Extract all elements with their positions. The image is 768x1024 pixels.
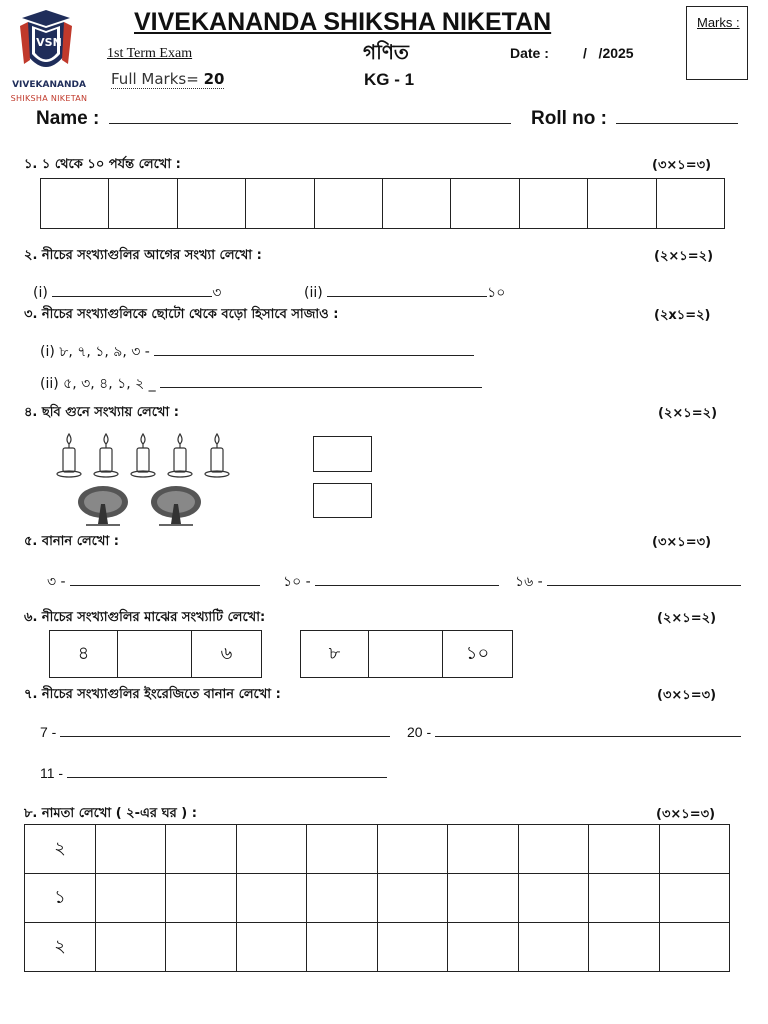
q8-cell[interactable] bbox=[377, 825, 447, 874]
q8-cell[interactable] bbox=[96, 825, 166, 874]
q8-cell[interactable] bbox=[518, 923, 588, 972]
q1-cell[interactable] bbox=[588, 179, 656, 229]
date-label: Date : bbox=[510, 45, 549, 61]
q8-text: ৮. নামতা লেখো ( ২-এর ঘর ) : bbox=[24, 806, 197, 821]
q5-marks: (৩×১=৩) bbox=[652, 535, 712, 550]
q6-number-cell: ৮ bbox=[301, 631, 369, 678]
q8-marks: (৩×১=৩) bbox=[656, 807, 716, 822]
answer-blank[interactable] bbox=[60, 735, 390, 737]
q4-answer-box-1[interactable] bbox=[313, 436, 372, 472]
class-title: KG - 1 bbox=[364, 70, 415, 89]
q5-item-2[interactable] bbox=[283, 570, 499, 594]
q6-group-1 bbox=[49, 630, 262, 678]
q8-cell[interactable] bbox=[166, 874, 236, 923]
q1-cell[interactable] bbox=[656, 179, 724, 229]
q8-cell[interactable] bbox=[448, 923, 518, 972]
roll-field[interactable] bbox=[531, 108, 738, 130]
q8-cell[interactable] bbox=[518, 825, 588, 874]
q2-item-1[interactable] bbox=[33, 281, 221, 305]
answer-blank[interactable] bbox=[70, 584, 260, 586]
q1-marks: (৩×১=৩) bbox=[652, 158, 712, 173]
q2-item-label: (ii) bbox=[304, 285, 323, 301]
q7-marks: (৩×১=৩) bbox=[657, 688, 717, 703]
q6-number-cell: ৬ bbox=[192, 631, 262, 678]
subject-title: গণিত bbox=[363, 40, 409, 64]
q2-item-value: ১০ bbox=[487, 285, 506, 301]
date-value: / /2025 bbox=[583, 45, 634, 61]
q1-cell[interactable] bbox=[382, 179, 450, 229]
q6-text: ৬. নীচের সংখ্যাগুলির মাঝের সংখ্যাটি লেখো: bbox=[24, 610, 266, 625]
q1-cell[interactable] bbox=[41, 179, 109, 229]
q5-item-label: ১০ - bbox=[283, 574, 311, 590]
q6-group-2 bbox=[300, 630, 513, 678]
answer-blank[interactable] bbox=[327, 295, 487, 297]
marks-label: Marks : bbox=[697, 15, 740, 30]
q8-cell[interactable] bbox=[236, 825, 306, 874]
q1-cell[interactable] bbox=[177, 179, 245, 229]
q1-text: ১. ১ থেকে ১০ পর্যন্ত লেখো : bbox=[24, 157, 181, 172]
q7-item-2[interactable] bbox=[407, 724, 741, 740]
q1-cell[interactable] bbox=[451, 179, 519, 229]
q8-row-label: ২ bbox=[25, 825, 96, 874]
school-title: VIVEKANANDA SHIKSHA NIKETAN bbox=[134, 8, 552, 36]
exam-term: 1st Term Exam bbox=[107, 46, 193, 61]
q6-answer-cell[interactable] bbox=[118, 631, 192, 678]
q8-cell[interactable] bbox=[96, 923, 166, 972]
q8-cell[interactable] bbox=[307, 874, 377, 923]
q7-item-label: 7 - bbox=[40, 724, 57, 740]
name-field[interactable] bbox=[36, 108, 511, 130]
q8-row-label: ২ bbox=[25, 923, 96, 972]
q3-item-label: (ii) bbox=[40, 376, 59, 392]
q5-item-3[interactable] bbox=[515, 570, 741, 594]
q7-item-1[interactable] bbox=[40, 724, 390, 740]
q1-answer-grid bbox=[40, 178, 725, 229]
q7-item-label: 11 - bbox=[40, 765, 64, 781]
q3-text: ৩. নীচের সংখ্যাগুলিকে ছোটো থেকে বড়ো হিসাবে সাজাও : bbox=[24, 307, 339, 322]
q6-number-cell: ১০ bbox=[443, 631, 513, 678]
q8-cell[interactable] bbox=[659, 923, 730, 972]
logo-name: VIVEKANANDA bbox=[12, 80, 86, 90]
q8-cell[interactable] bbox=[236, 874, 306, 923]
answer-blank[interactable] bbox=[160, 386, 482, 388]
q1-cell[interactable] bbox=[246, 179, 314, 229]
q8-cell[interactable] bbox=[659, 825, 730, 874]
q2-item-2[interactable] bbox=[304, 281, 505, 305]
answer-blank[interactable] bbox=[315, 584, 499, 586]
answer-blank[interactable] bbox=[67, 776, 387, 778]
q5-text: ৫. বানান লেখো : bbox=[24, 534, 119, 549]
q1-cell[interactable] bbox=[314, 179, 382, 229]
q2-item-label: (i) bbox=[33, 285, 48, 301]
name-label: Name : bbox=[36, 108, 100, 129]
q8-cell[interactable] bbox=[96, 874, 166, 923]
name-blank[interactable] bbox=[109, 122, 511, 124]
q7-item-3[interactable] bbox=[40, 765, 387, 781]
q8-cell[interactable] bbox=[166, 825, 236, 874]
answer-blank[interactable] bbox=[154, 354, 474, 356]
q6-answer-cell[interactable] bbox=[369, 631, 443, 678]
q8-cell[interactable] bbox=[448, 874, 518, 923]
q8-cell[interactable] bbox=[166, 923, 236, 972]
q5-item-label: ৩ - bbox=[47, 574, 66, 590]
q4-marks: (২×১=২) bbox=[658, 406, 718, 421]
q8-cell[interactable] bbox=[589, 825, 659, 874]
q2-text: ২. নীচের সংখ্যাগুলির আগের সংখ্যা লেখো : bbox=[24, 248, 262, 263]
logo-subname: SHIKSHA NIKETAN bbox=[10, 94, 88, 103]
answer-blank[interactable] bbox=[547, 584, 741, 586]
q6-number-cell: ৪ bbox=[50, 631, 118, 678]
full-marks bbox=[111, 70, 224, 89]
q3-item-value: ৮, ৭, ১, ৯, ৩ - bbox=[59, 344, 150, 360]
q1-cell[interactable] bbox=[109, 179, 177, 229]
q3-item-2[interactable] bbox=[40, 372, 482, 396]
trees-picture bbox=[76, 484, 206, 528]
roll-label: Roll no : bbox=[531, 108, 607, 129]
q7-item-label: 20 - bbox=[407, 724, 432, 740]
q8-row-label: ১ bbox=[25, 874, 96, 923]
q5-item-label: ১৬ - bbox=[515, 574, 543, 590]
q2-item-value: ৩ bbox=[212, 285, 222, 301]
marks-box[interactable] bbox=[686, 6, 748, 80]
roll-blank[interactable] bbox=[616, 122, 738, 124]
q8-cell[interactable] bbox=[236, 923, 306, 972]
candles-picture bbox=[52, 432, 242, 478]
logo-monogram: VSN bbox=[36, 36, 62, 49]
q2-marks: (২×১=২) bbox=[654, 249, 714, 264]
answer-blank[interactable] bbox=[435, 735, 741, 737]
q4-answer-box-2[interactable] bbox=[313, 483, 372, 518]
q5-item-1[interactable] bbox=[47, 570, 260, 594]
q8-cell[interactable] bbox=[377, 923, 447, 972]
q3-item-1[interactable] bbox=[40, 340, 474, 364]
q7-text: ৭. নীচের সংখ্যাগুলির ইংরেজিতে বানান লেখো : bbox=[24, 687, 281, 702]
q3-marks: (২x১=২) bbox=[654, 308, 711, 323]
q8-multiplication-table bbox=[24, 824, 730, 972]
q8-cell[interactable] bbox=[518, 874, 588, 923]
q8-cell[interactable] bbox=[659, 874, 730, 923]
full-marks-value: 20 bbox=[203, 70, 225, 88]
candle-icon bbox=[52, 432, 242, 478]
tree-icon bbox=[76, 484, 206, 528]
q6-marks: (২×১=২) bbox=[657, 611, 717, 626]
full-marks-label: Full Marks= bbox=[111, 70, 199, 88]
q8-cell[interactable] bbox=[589, 874, 659, 923]
q8-cell[interactable] bbox=[448, 825, 518, 874]
school-logo bbox=[6, 4, 92, 108]
q3-item-label: (i) bbox=[40, 344, 55, 360]
q8-cell[interactable] bbox=[307, 923, 377, 972]
q1-cell[interactable] bbox=[519, 179, 587, 229]
q8-cell[interactable] bbox=[307, 825, 377, 874]
q8-cell[interactable] bbox=[589, 923, 659, 972]
q4-text: ৪. ছবি গুনে সংখ্যায় লেখো : bbox=[24, 405, 179, 420]
answer-blank[interactable] bbox=[52, 295, 212, 297]
q3-item-value: ৫, ৩, ৪, ১, ২ _ bbox=[63, 376, 156, 392]
q8-cell[interactable] bbox=[377, 874, 447, 923]
